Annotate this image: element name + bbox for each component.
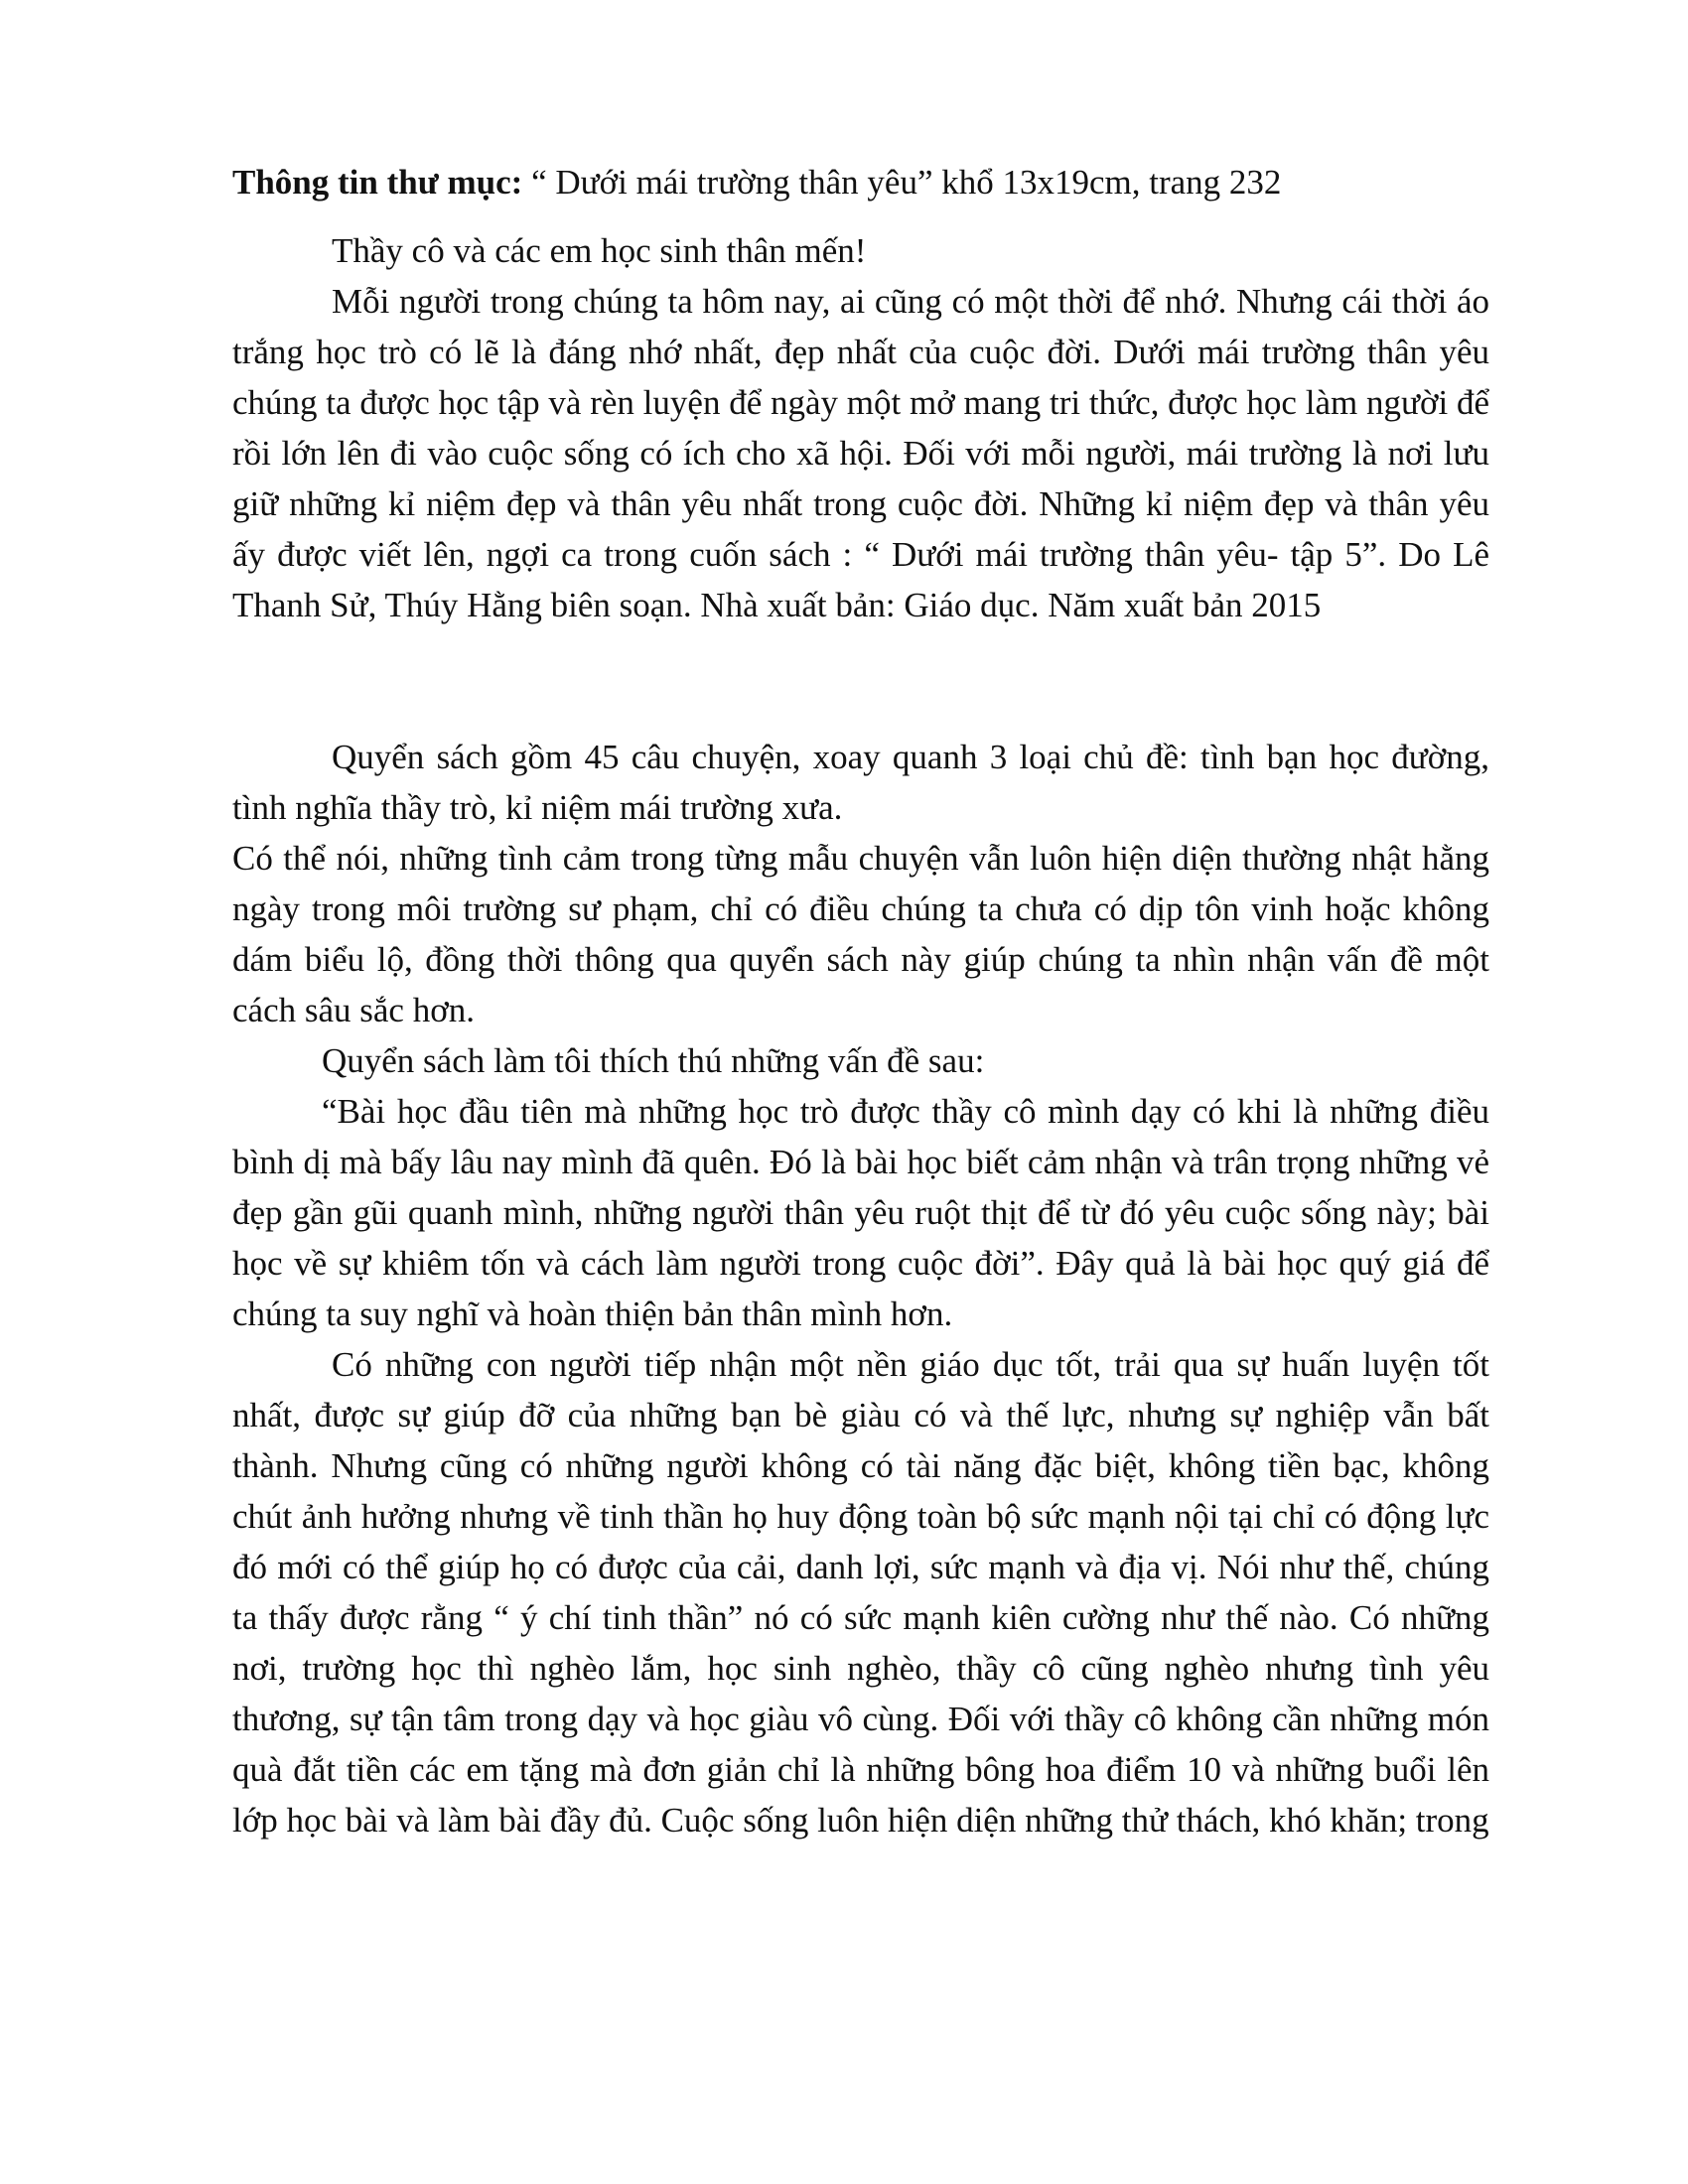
document-body	[232, 157, 1489, 1845]
greeting-paragraph: Thầy cô và các em học sinh thân mến!	[332, 231, 867, 270]
paragraph-gap	[232, 630, 1489, 732]
quote-paragraph: “Bài học đầu tiên mà những học trò được thầy cô mình dạy có khi là những điều bình dị mà bấy lâu nay mình đã quên. Đó là bài học biết cảm nhận và trân trọng những vẻ đẹp gần gũi quanh mình, những người thân yêu ruột thịt để từ đó yêu cuộc sống này; bài học về sự khiêm tốn và cách làm người trong cuộc đời”. Đây quả là bài học quý giá để chúng ta suy nghĩ và hoàn thiện bản thân mình hơn.	[232, 1092, 1489, 1333]
intro-paragraph: Mỗi người trong chúng ta hôm nay, ai cũng có một thời để nhớ. Nhưng cái thời áo trắng học trò có lẽ là đáng nhớ nhất, đẹp nhất của cuộc đời. Dưới mái trường thân yêu chúng ta được học tập và rèn luyện để ngày một mở mang tri thức, được học làm người để rồi lớn lên đi vào cuộc sống có ích cho xã hội. Đối với mỗi người, mái trường là nơi lưu giữ những kỉ niệm đẹp và thân yêu nhất trong cuộc đời. Những kỉ niệm đẹp và thân yêu ấy được viết lên, ngợi ca trong cuốn sách : “ Dưới mái trường thân yêu- tập 5”. Do Lê Thanh Sử, Thúy Hằng biên soạn. Nhà xuất bản: Giáo dục. Năm xuất bản 2015	[232, 282, 1489, 624]
bibliography-line	[232, 157, 1489, 207]
interest-intro-paragraph: Quyển sách làm tôi thích thú những vấn đề sau:	[322, 1041, 985, 1080]
bibliography-label: Thông tin thư mục:	[232, 163, 523, 202]
bibliography-text: “ Dưới mái trường thân yêu” khổ 13x19cm, trang 232	[522, 163, 1282, 202]
comment-paragraph: Có thể nói, những tình cảm trong từng mẫu chuyện vẫn luôn hiện diện thường nhật hằng ngày trong môi trường sư phạm, chỉ có điều chúng ta chưa có dịp tôn vinh hoặc không dám biểu lộ, đồng thời thông qua quyển sách này giúp chúng ta nhìn nhận vấn đề một cách sâu sắc hơn.	[232, 839, 1489, 1029]
book-summary-paragraph: Quyển sách gồm 45 câu chuyện, xoay quanh 3 loại chủ đề: tình bạn học đường, tình nghĩa thầy trò, kỉ niệm mái trường xưa.	[232, 738, 1489, 827]
willpower-paragraph: Có những con người tiếp nhận một nền giáo dục tốt, trải qua sự huấn luyện tốt nhất, được sự giúp đỡ của những bạn bè giàu có và thế lực, nhưng sự nghiệp vẫn bất thành. Nhưng cũng có những người không có tài năng đặc biệt, không tiền bạc, không chút ảnh hưởng nhưng về tinh thần họ huy động toàn bộ sức mạnh nội tại chỉ có động lực đó mới có thể giúp họ có được của cải, danh lợi, sức mạnh và địa vị. Nói như thế, chúng ta thấy được rằng “ ý chí tinh thần” nó có sức mạnh kiên cường như thế nào. Có những nơi, trường học thì nghèo lắm, học sinh nghèo, thầy cô cũng nghèo nhưng tình yêu thương, sự tận tâm trong dạy và học giàu vô cùng. Đối với thầy cô không cần những món quà đắt tiền các em tặng mà đơn giản chỉ là những bông hoa điểm 10 và những buổi lên lớp học bài và làm bài đầy đủ. Cuộc sống luôn hiện diện những thử thách, khó khăn; trong	[232, 1345, 1489, 1840]
